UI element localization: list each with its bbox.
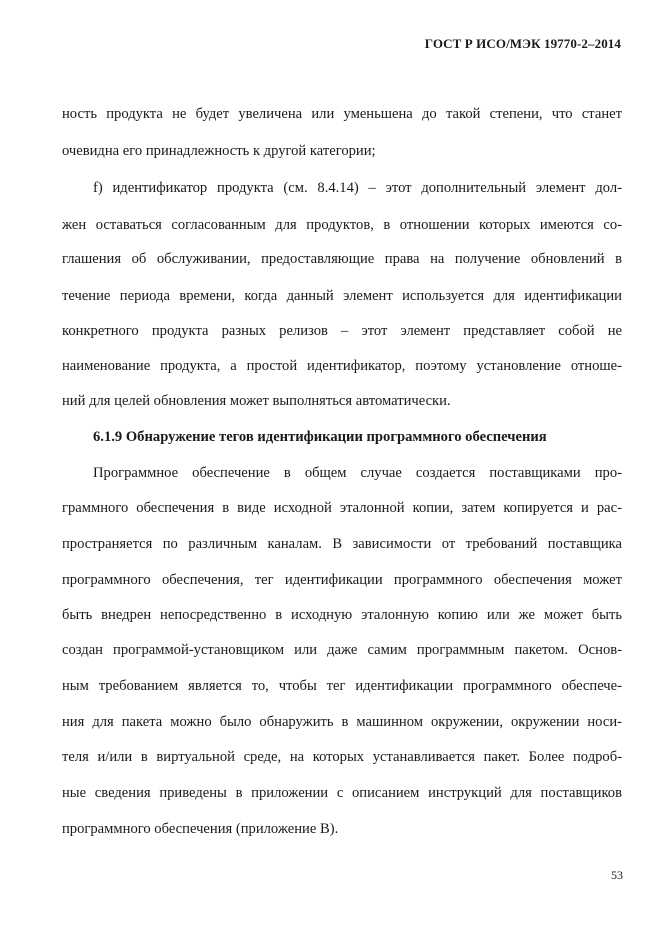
text-line: теля и/или в виртуальной среде, на которых устанавливается пакет. Более подроб- <box>62 749 622 765</box>
section-heading: 6.1.9 Обнаружение тегов идентификации программного обеспечения <box>93 429 547 445</box>
text-line: ным требованием является то, чтобы тег идентификации программного обеспече- <box>62 678 622 694</box>
text-line: ные сведения приведены в приложении с описанием инструкций для поставщиков <box>62 785 622 801</box>
text-line: граммного обеспечения в виде исходной эталонной копии, затем копируется и рас- <box>62 500 622 516</box>
text-line: конкретного продукта разных релизов – этот элемент представляет собой не <box>62 323 622 339</box>
text-line: быть внедрен непосредственно в исходную эталонную копию или же может быть <box>62 607 622 623</box>
text-line: ния для пакета можно было обнаружить в машинном окружении, окружении носи- <box>62 714 622 730</box>
text-line: f) идентификатор продукта (см. 8.4.14) – этот дополнительный элемент дол- <box>93 180 622 196</box>
text-line: ний для целей обновления может выполняться автоматически. <box>62 393 451 409</box>
text-line: ность продукта не будет увеличена или уменьшена до такой степени, что станет <box>62 106 622 122</box>
text-line: Программное обеспечение в общем случае создается поставщиками про- <box>93 465 622 481</box>
page-number: 53 <box>611 868 623 882</box>
text-line: течение периода времени, когда данный элемент используется для идентификации <box>62 288 622 304</box>
text-line: глашения об обслуживании, предоставляющие права на получение обновлений в <box>62 251 622 267</box>
text-line: очевидна его принадлежность к другой категории; <box>62 143 376 159</box>
text-line: программного обеспечения (приложение В). <box>62 821 339 837</box>
document-header: ГОСТ Р ИСО/МЭК 19770-2–2014 <box>424 36 621 51</box>
text-line: создан программой-установщиком или даже самим программным пакетом. Основ- <box>62 642 622 658</box>
text-line: жен оставаться согласованным для продуктов, в отношении которых имеются со- <box>62 217 622 233</box>
text-line: пространяется по различным каналам. В зависимости от требований поставщика <box>62 536 622 552</box>
text-line: программного обеспечения, тег идентификации программного обеспечения может <box>62 572 622 588</box>
text-line: наименование продукта, а простой идентификатор, поэтому установление отноше- <box>62 358 622 374</box>
